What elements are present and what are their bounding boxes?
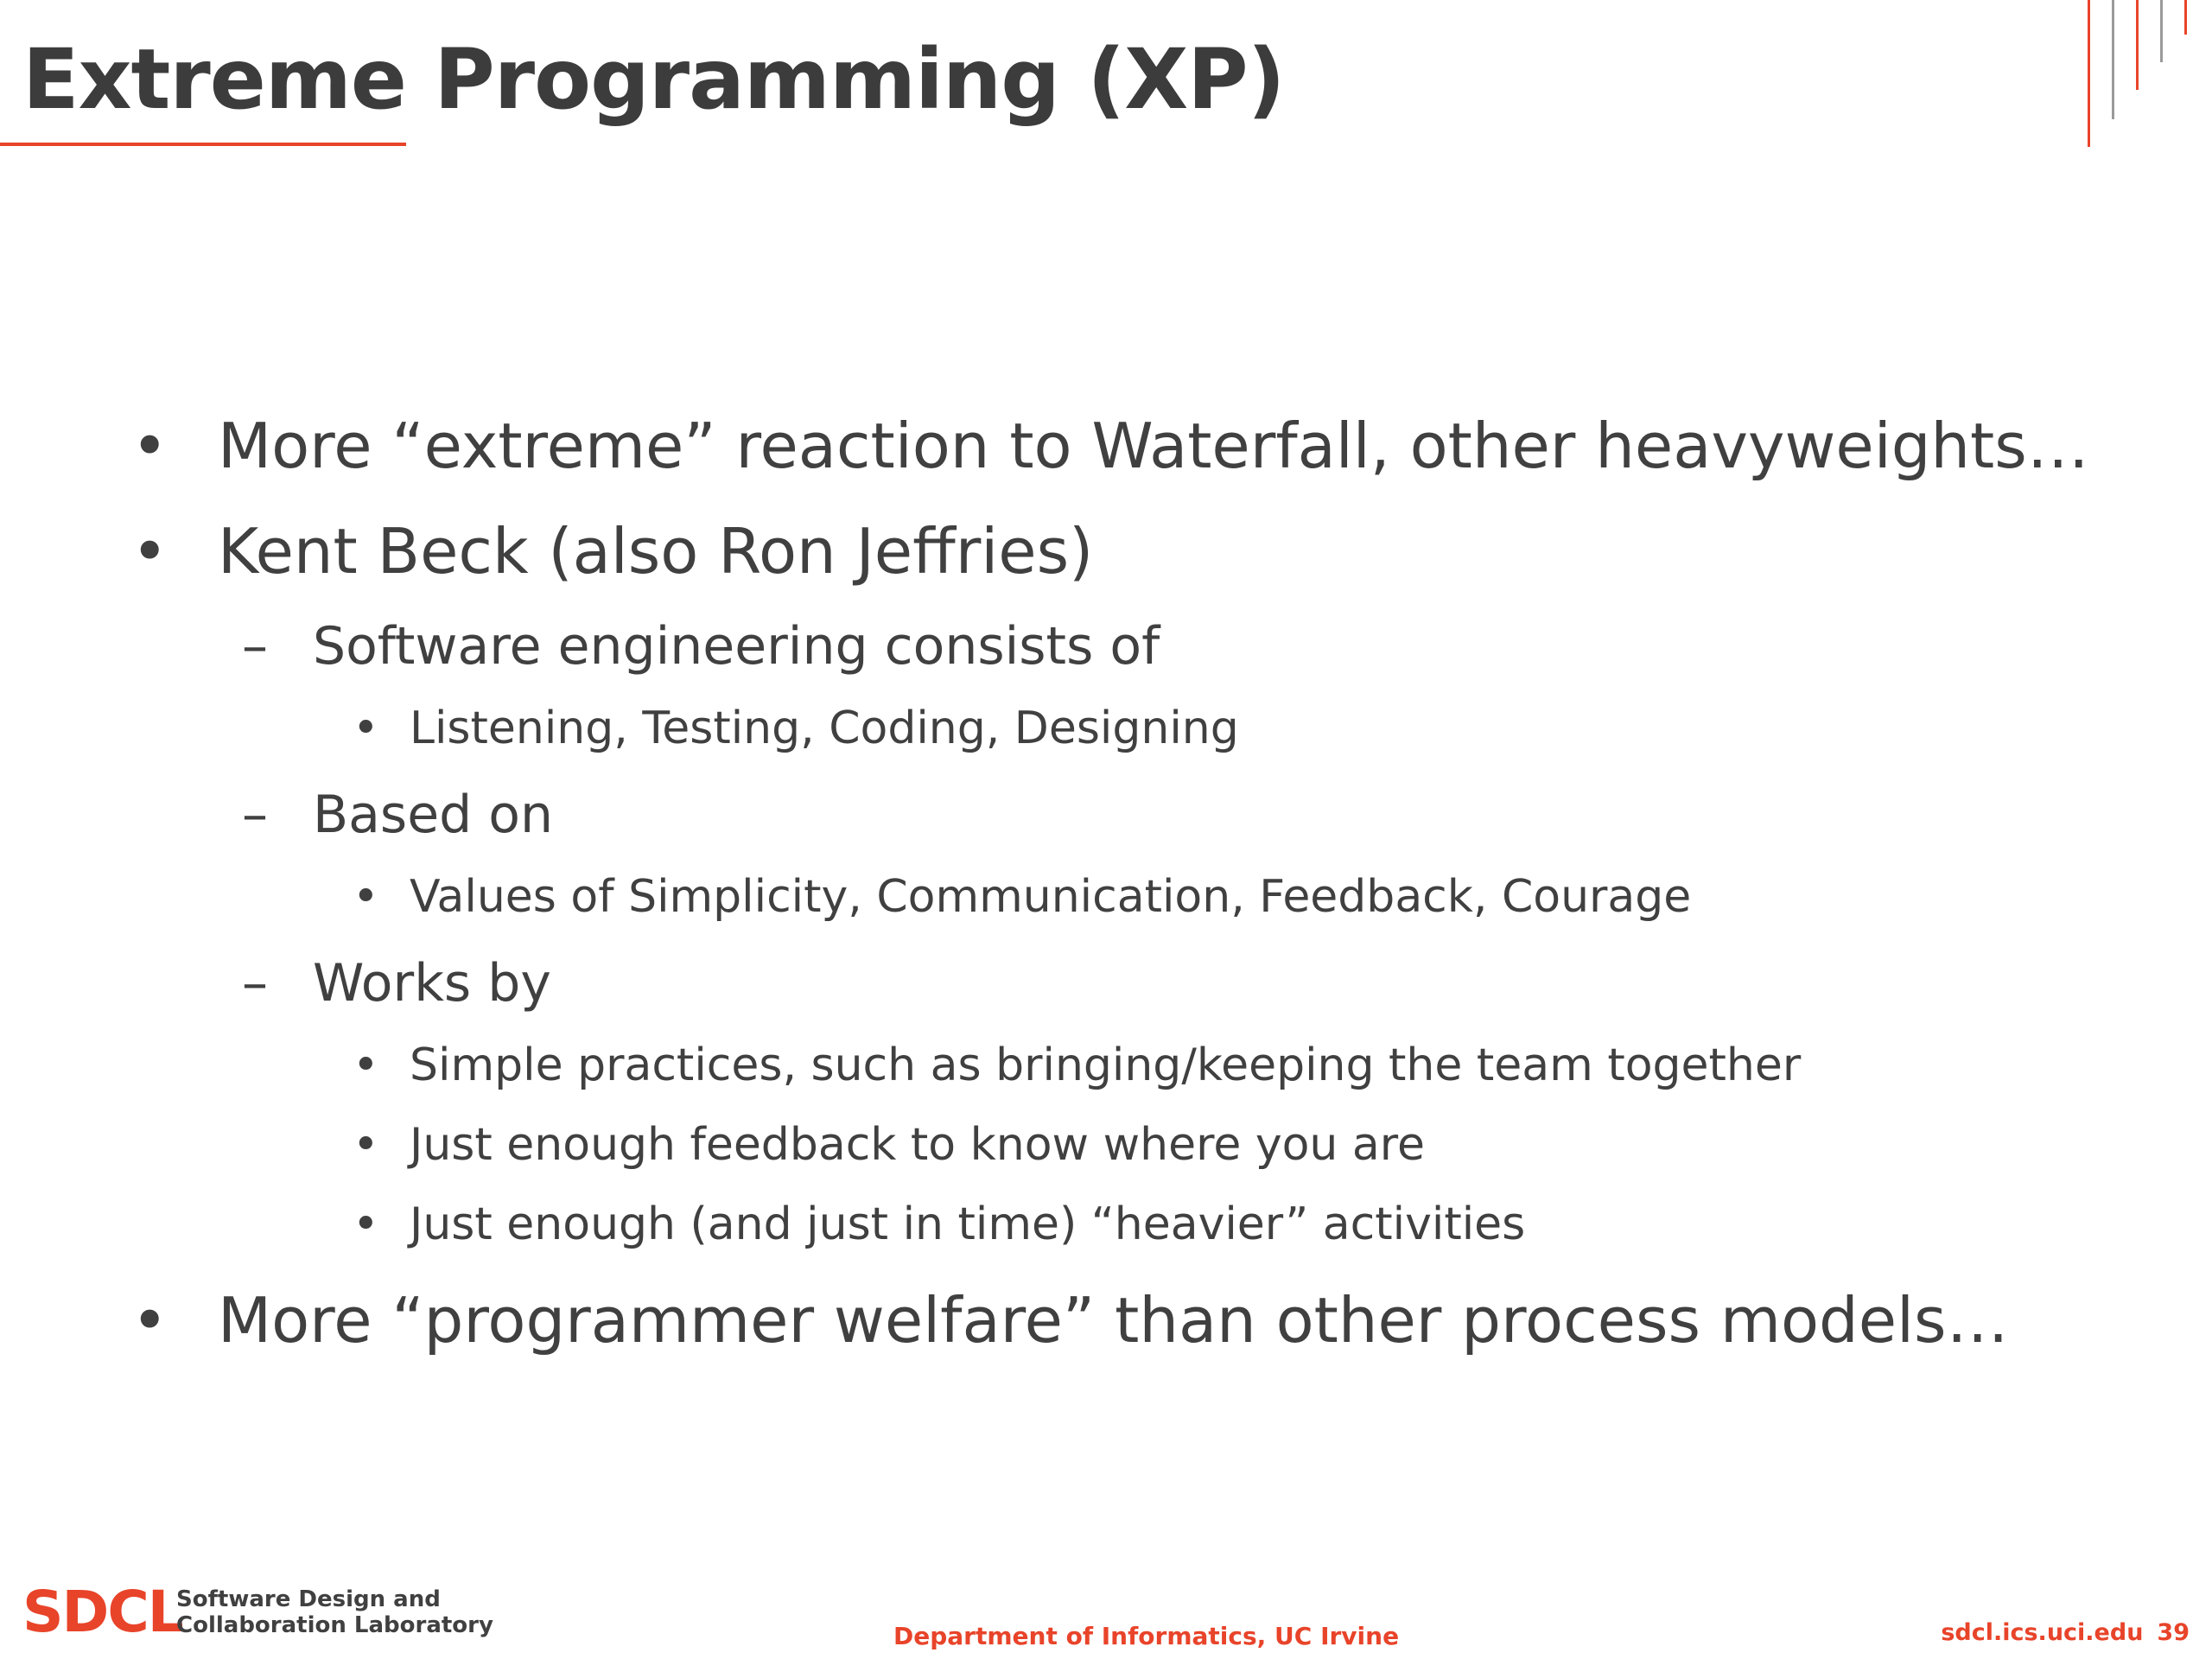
- bullet-marker: –: [242, 785, 268, 845]
- sdcl-logo-text: SDCL: [22, 1579, 182, 1645]
- footer-right: [1941, 1618, 2190, 1649]
- sdcl-subtitle-line-2: Collaboration Laboratory: [176, 1612, 493, 1638]
- footer-department: Department of Informatics, UC Irvine: [893, 1622, 1400, 1650]
- bullet-text: Kent Beck (also Ron Jeffries): [218, 515, 1094, 588]
- bullet-marker: •: [353, 702, 379, 754]
- bullet-text: Works by: [313, 953, 551, 1014]
- sdcl-logo-subtitle: [176, 1586, 493, 1638]
- bullet-marker: •: [353, 1039, 379, 1091]
- bullet-marker: •: [131, 1284, 168, 1357]
- bullet-text: Values of Simplicity, Communication, Feedback, Courage: [410, 871, 1692, 923]
- bullet-marker: •: [353, 871, 379, 923]
- bullet-text: Based on: [313, 785, 553, 845]
- sdcl-subtitle-line-1: Software Design and: [176, 1586, 441, 1612]
- bullet-marker: •: [131, 515, 168, 588]
- bullet-marker: •: [353, 1119, 379, 1171]
- bullet-marker: •: [131, 410, 168, 482]
- bullet-text: More “programmer welfare” than other process models…: [218, 1284, 2009, 1357]
- bullet-text: More “extreme” reaction to Waterfall, other heavyweights…: [218, 410, 2089, 482]
- page-number: 39: [2157, 1619, 2190, 1646]
- bullet-text: Just enough (and just in time) “heavier” activities: [410, 1198, 1526, 1250]
- bullet-marker: –: [242, 616, 268, 677]
- bullet-text: Simple practices, such as bringing/keeping the team together: [410, 1039, 1802, 1091]
- slide-title: Extreme Programming (XP): [22, 31, 1285, 128]
- bullet-marker: –: [242, 953, 268, 1014]
- bullet-text: Software engineering consists of: [313, 616, 1160, 677]
- bullet-text: Just enough feedback to know where you are: [410, 1119, 1426, 1171]
- bullet-marker: •: [353, 1198, 379, 1250]
- footer-url: sdcl.ics.uci.edu: [1941, 1619, 2144, 1646]
- bullet-text: Listening, Testing, Coding, Designing: [410, 702, 1239, 754]
